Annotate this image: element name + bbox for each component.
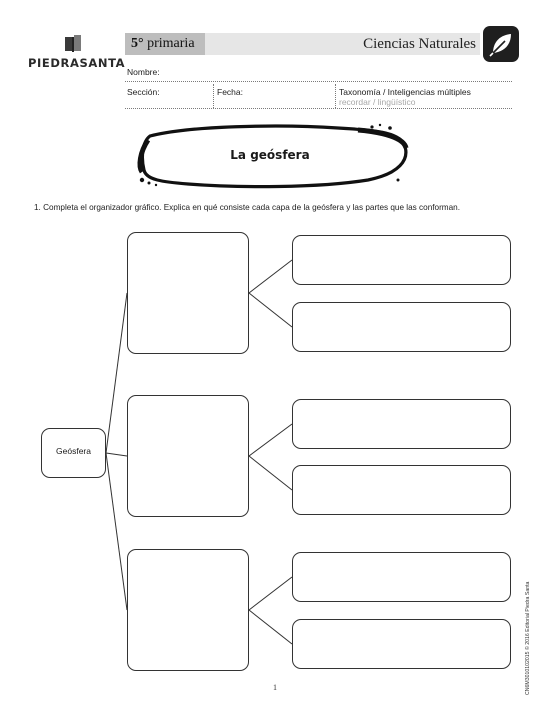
connector-line [106,453,127,610]
part-box-1a[interactable] [292,235,511,285]
worksheet-title: La geósfera [230,148,310,162]
taxonomy-label: Taxonomía / Inteligencias múltiples [339,87,471,97]
date-label: Fecha: [217,87,243,97]
connector-line [249,293,292,327]
taxonomy-sub-label: recordar / lingüístico [339,97,416,107]
connector-line [249,577,292,610]
part-box-3b[interactable] [292,619,511,669]
connector-line [249,424,292,456]
grade-word: primaria [147,36,195,51]
part-box-1b[interactable] [292,302,511,352]
connector-line [249,610,292,644]
layer-box-1[interactable] [127,232,249,354]
connector-line [249,260,292,293]
grade-number: 5° [131,36,144,51]
root-concept-label: Geósfera [56,446,91,456]
section-label: Sección: [127,87,160,97]
page-number: 1 [273,683,277,692]
connector-line [106,293,127,453]
layer-box-3[interactable] [127,549,249,671]
part-box-2a[interactable] [292,399,511,449]
instruction-text: 1. Completa el organizador gráfico. Explica en qué consiste cada capa de la geósfera y las partes que las conforman. [34,203,460,212]
publisher-logo: PIEDRASANTA [28,56,126,70]
layer-box-2[interactable] [127,395,249,517]
part-box-2b[interactable] [292,465,511,515]
subject-title: Ciencias Naturales [363,36,476,52]
name-label: Nombre: [127,67,160,77]
connector-line [106,453,127,456]
copyright-code: CN6M3010102015 © 2016 Editorial Piedra Santa [525,581,531,695]
connector-line [249,456,292,490]
part-box-3a[interactable] [292,552,511,602]
